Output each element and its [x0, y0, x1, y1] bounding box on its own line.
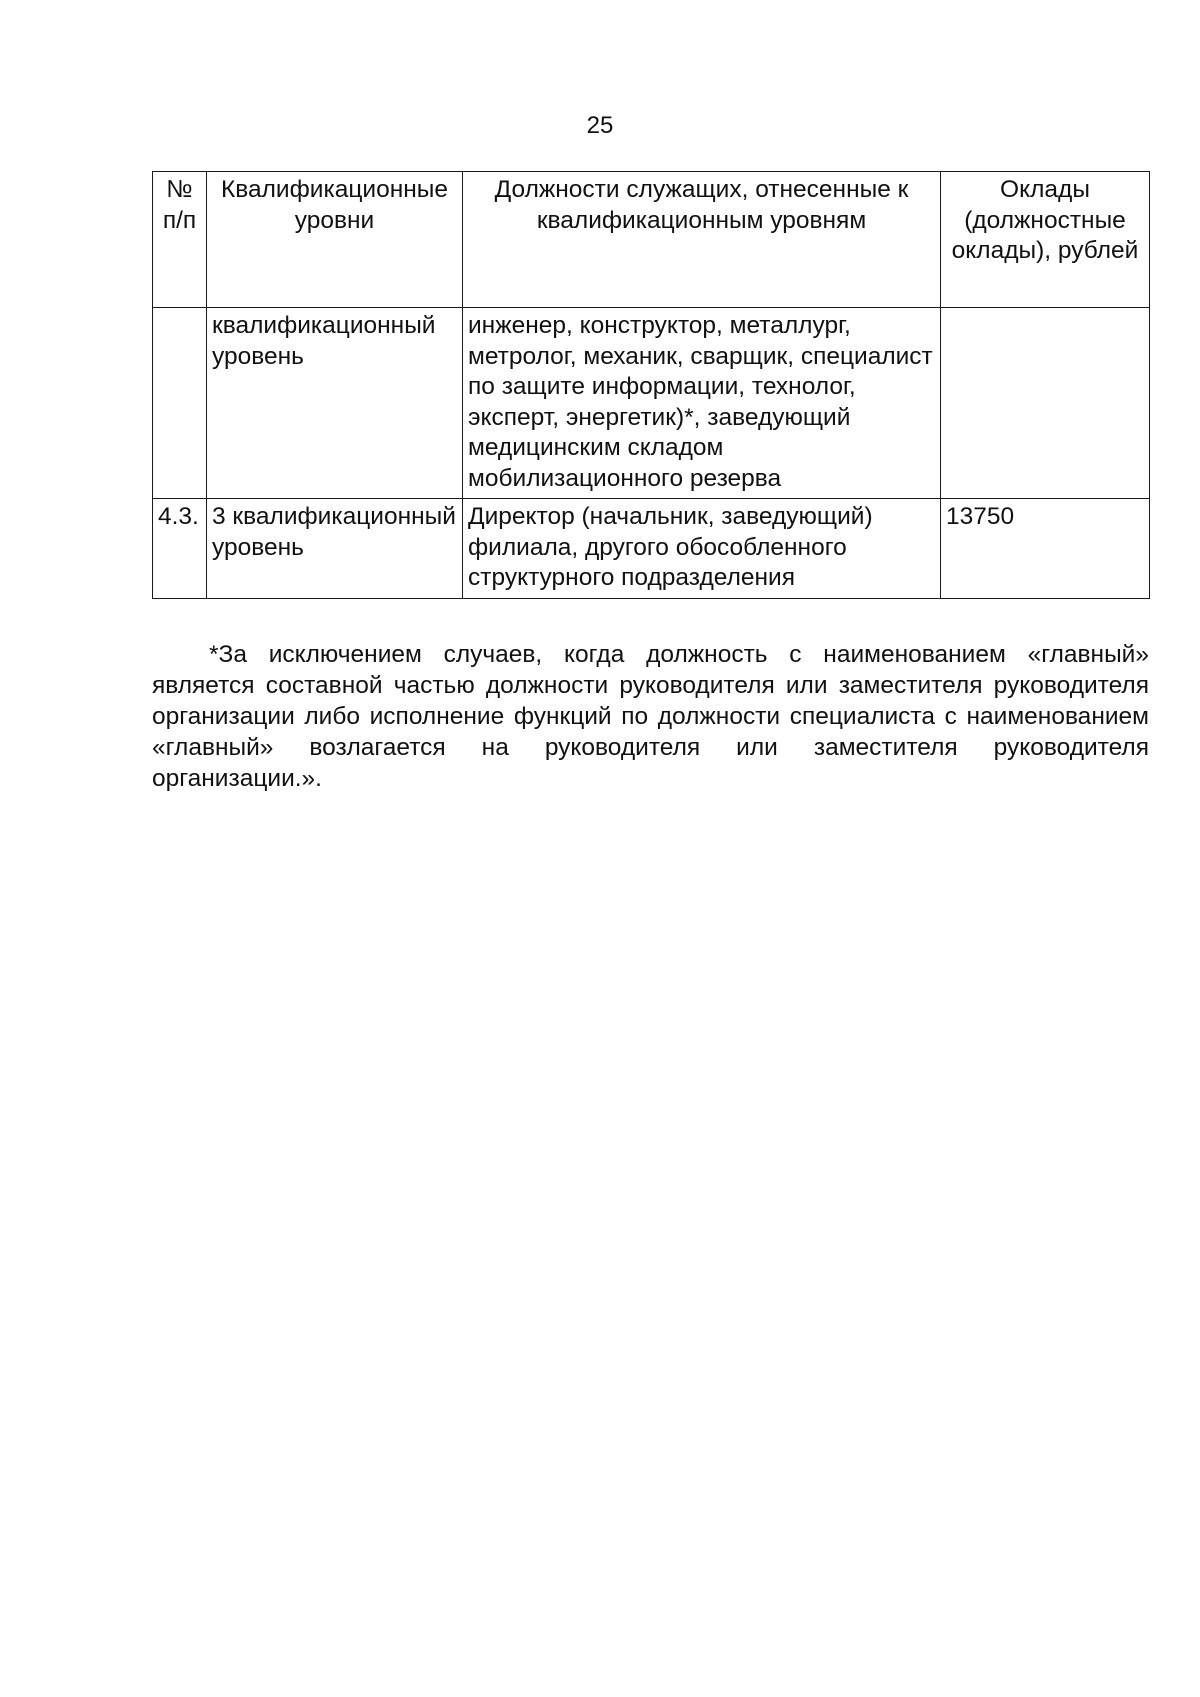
cell-positions: инженер, конструктор, металлург, метролог, механик, сварщик, специалист по защите информации, технолог, эксперт, энергетик)*, заведующий медицинским складом мобилизационного резерва: [463, 308, 941, 499]
cell-qualification-level: 3 квалификационный уровень: [207, 499, 463, 599]
footnote: *За исключением случаев, когда должность с наименованием «главный» является составной частью должности руководителя или заместителя руководителя организации либо исполнение функций по должности специалиста с наименованием «главный» возлагается на руководителя или заместителя руководителя организации.».: [152, 641, 1149, 792]
table-row: [153, 308, 1150, 499]
cell-salary: 13750: [941, 499, 1150, 599]
header-number: № п/п: [153, 172, 207, 308]
cell-positions: Директор (начальник, заведующий) филиала, другого обособленного структурного подразделения: [463, 499, 941, 599]
salary-table: [152, 171, 1150, 599]
cell-number: [153, 308, 207, 499]
cell-salary: [941, 308, 1150, 499]
header-positions: Должности служащих, отнесенные к квалификационным уровням: [463, 172, 941, 308]
cell-number: 4.3.: [153, 499, 207, 599]
table-header-row: [153, 172, 1150, 308]
cell-qualification-level: квалификационный уровень: [207, 308, 463, 499]
table-row: [153, 499, 1150, 599]
header-qualification-levels: Квалификационные уровни: [207, 172, 463, 308]
header-salaries: Оклады (должностные оклады), рублей: [941, 172, 1150, 308]
page-number: 25: [586, 112, 614, 139]
